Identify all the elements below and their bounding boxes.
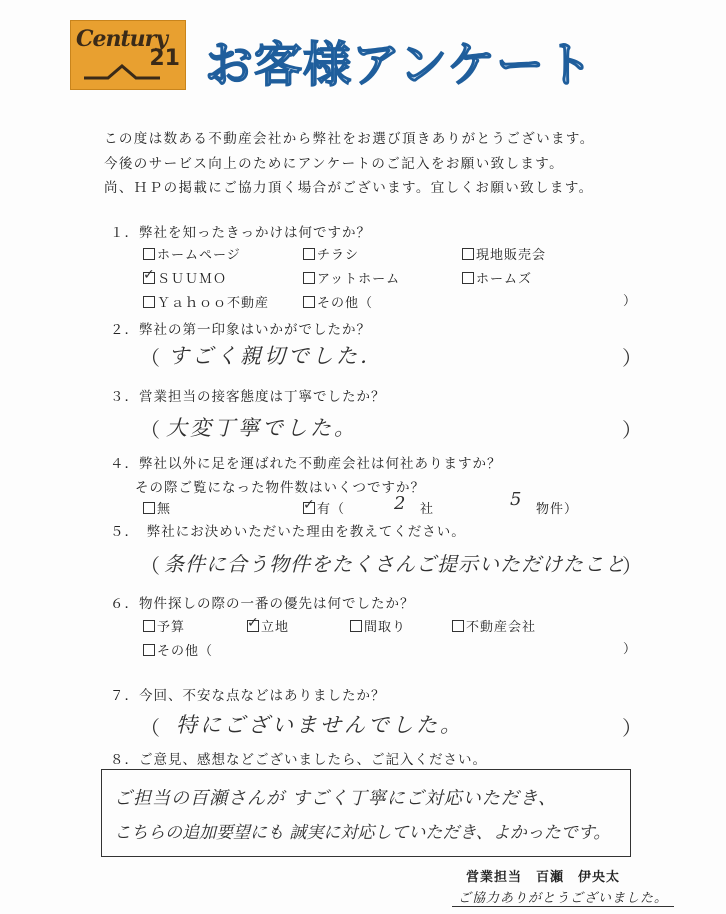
thanks-message: ご協力ありがとうございました。 xyxy=(458,891,669,906)
intro-line-3: 尚、ＨＰの掲載にご協力頂く場合がございます。宜しくお願い致します。 xyxy=(104,180,594,196)
q6-option-other[interactable]: その他（ xyxy=(143,640,213,659)
q1-option-suumo[interactable]: ✓ ＳＵＵＭＯ xyxy=(143,267,228,287)
q7-close-paren: ） xyxy=(622,716,642,740)
q7-label: ７．今回、不安な点などはありましたか？ xyxy=(110,688,386,704)
q1-option-open-house[interactable]: 現地販売会 xyxy=(462,244,546,263)
q6-option-layout[interactable]: 間取り xyxy=(350,616,406,635)
q2-label: ２．弊社の第一印象はいかがでしたか？ xyxy=(110,322,371,338)
checkmark-icon: ✓ xyxy=(143,267,156,283)
q6-label: ６．物件探しの際の一番の優先は何でしたか？ xyxy=(110,596,415,612)
q8-label: ８．ご意見、感想などございましたら、ご記入ください。 xyxy=(110,752,487,768)
checkmark-icon: ✓ xyxy=(303,497,316,513)
logo-word: Century xyxy=(76,26,168,52)
intro-line-2: 今後のサービス向上のためにアンケートのご記入をお願い致します。 xyxy=(104,156,565,172)
q5-label: ５． 弊社にお決めいただいた理由を教えてください。 xyxy=(110,524,466,540)
q4-option-yes[interactable]: ✓ 有（ xyxy=(303,497,346,517)
q1-option-homes[interactable]: ホームズ xyxy=(462,268,532,287)
q6-other-close-paren: ） xyxy=(623,642,638,657)
comment-line-1: ご担当の百瀬さんが すごく丁寧にご対応いただき、 xyxy=(114,788,557,809)
checkbox[interactable] xyxy=(143,644,155,656)
q6-option-budget[interactable]: 予算 xyxy=(143,616,185,635)
checkbox[interactable] xyxy=(143,296,155,308)
page-title: お客様アンケート xyxy=(205,37,595,93)
q4-companies-count[interactable]: 2 xyxy=(394,493,406,514)
q4-option-none[interactable]: 無 xyxy=(143,498,171,517)
q6-option-location[interactable]: ✓ 立地 xyxy=(247,615,290,635)
q1-option-flyer[interactable]: チラシ xyxy=(303,244,359,263)
q2-close-paren: ） xyxy=(622,346,642,370)
q7-answer[interactable]: 特にございませんでした。 xyxy=(176,713,464,737)
checkbox[interactable] xyxy=(303,272,315,284)
q4-label: ４．弊社以外に足を運ばれた不動産会社は何社ありますか？ xyxy=(110,456,502,472)
q4-sub-label: その際ご覧になった物件数はいくつですか？ xyxy=(135,480,425,496)
q5-open-paren: （ xyxy=(140,554,160,578)
q1-option-athome[interactable]: アットホーム xyxy=(303,268,400,287)
logo-number: 21 xyxy=(149,46,180,71)
q4-companies-unit: 社 xyxy=(420,502,435,517)
q1-option-other[interactable]: その他（ xyxy=(303,292,373,311)
intro-line-1: この度は数ある不動産会社から弊社をお選び頂きありがとうございます。 xyxy=(104,131,595,147)
thanks-underline xyxy=(452,906,674,907)
checkbox[interactable] xyxy=(350,620,362,632)
q6-option-company[interactable]: 不動産会社 xyxy=(452,616,536,635)
checkbox-checked[interactable] xyxy=(247,615,260,632)
checkbox-checked[interactable] xyxy=(143,267,156,284)
q2-open-paren: （ xyxy=(140,346,160,370)
q5-close-paren: ） xyxy=(622,554,642,578)
q1-option-yahoo[interactable]: Ｙａｈｏｏ不動産 xyxy=(143,292,269,311)
q1-option-homepage[interactable]: ホームページ xyxy=(143,244,241,263)
checkmark-icon: ✓ xyxy=(247,615,260,631)
comment-line-2: こちらの追加要望にも 誠実に対応していただき、よかったです。 xyxy=(114,823,611,843)
checkbox[interactable] xyxy=(452,620,464,632)
q4-properties-count[interactable]: 5 xyxy=(510,489,522,510)
q7-open-paren: （ xyxy=(140,716,160,740)
checkbox[interactable] xyxy=(143,248,155,260)
q4-properties-unit: 物件） xyxy=(536,502,579,517)
q3-answer[interactable]: 大変丁寧でした。 xyxy=(166,416,358,440)
century21-logo xyxy=(70,20,186,90)
checkbox[interactable] xyxy=(143,620,155,632)
q5-answer[interactable]: 条件に合う物件をたくさんご提示いただけたこと xyxy=(164,552,626,576)
q3-open-paren: （ xyxy=(140,418,160,442)
checkbox-checked[interactable] xyxy=(303,497,316,514)
q3-label: ３．営業担当の接客態度は丁寧でしたか？ xyxy=(110,389,386,405)
checkbox[interactable] xyxy=(462,248,474,260)
checkbox[interactable] xyxy=(303,248,315,260)
checkbox[interactable] xyxy=(303,296,315,308)
q1-other-close-paren: ） xyxy=(623,294,638,309)
q3-close-paren: ） xyxy=(622,418,642,442)
comment-box[interactable] xyxy=(101,769,631,857)
checkbox[interactable] xyxy=(143,502,155,514)
checkbox[interactable] xyxy=(462,272,474,284)
q1-label: １．弊社を知ったきっかけは何ですか？ xyxy=(110,225,371,241)
staff-name: 営業担当 百瀬 伊央太 xyxy=(466,870,621,885)
q2-answer[interactable]: すごく親切でした． xyxy=(168,344,384,368)
